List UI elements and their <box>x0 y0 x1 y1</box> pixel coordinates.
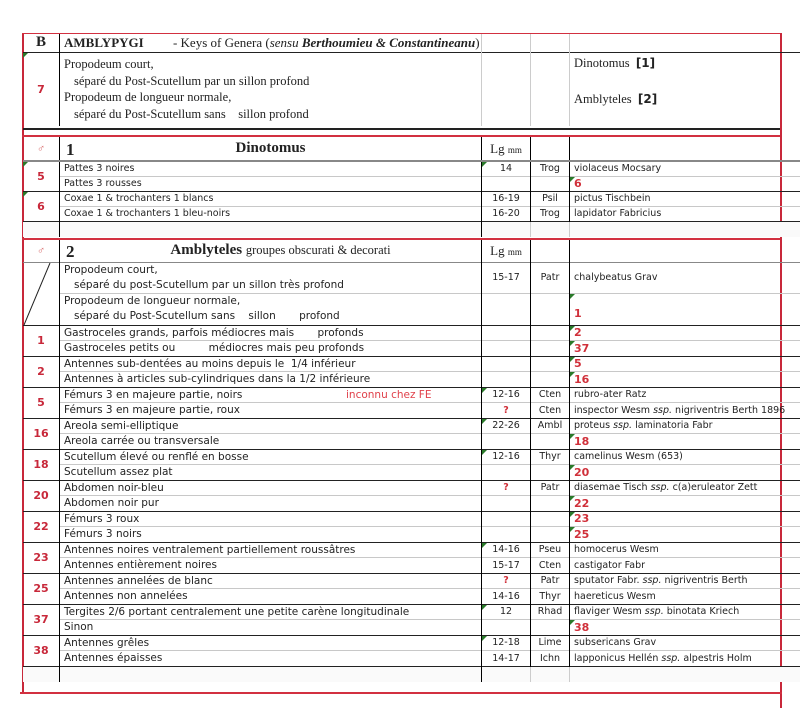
authors: Berthoumieu & Constantineanu <box>301 34 476 50</box>
genus-code: Trog <box>531 161 570 176</box>
key-row <box>23 651 800 667</box>
empty-cell <box>482 666 531 682</box>
couplet-link[interactable]: 38 <box>570 620 800 636</box>
species-result: proteus ssp. laminatoria Fabr <box>570 418 800 434</box>
length-value: 14-17 <box>482 651 531 667</box>
couplet-number: 1 <box>23 325 60 356</box>
couplet-line: Abdomen noir pur <box>64 497 159 510</box>
subtitle-suffix: ) <box>475 34 480 50</box>
male-symbol: ♂ <box>23 240 60 262</box>
genus-code: Trog <box>531 206 570 221</box>
genus-code <box>531 496 570 512</box>
couplet-text <box>60 434 482 450</box>
empty-cell <box>60 221 482 237</box>
couplet-number: 7 <box>23 52 60 126</box>
length-value <box>482 620 531 636</box>
length-header <box>482 240 531 262</box>
couplet-text <box>60 527 482 543</box>
couplet-link[interactable]: 23 <box>570 511 800 527</box>
genus-code: Patr <box>531 480 570 496</box>
key-row <box>23 496 800 512</box>
spacer-row <box>23 221 800 237</box>
couplet-results <box>570 52 800 126</box>
intro-row <box>23 262 800 294</box>
key-row <box>23 418 800 434</box>
couplet-line: Propodeum de longueur normale, <box>64 295 241 308</box>
couplet-line: Gastroceles petits ou médiocres mais peu profonds <box>64 342 365 355</box>
species-result: haereticus Wesm <box>570 589 800 605</box>
couplet-number: 5 <box>23 161 60 191</box>
couplet-text <box>60 449 482 465</box>
couplet-text <box>60 341 482 357</box>
length-value <box>482 325 531 341</box>
genus-name: Dinotomus <box>574 55 630 70</box>
genus-code: Lime <box>531 635 570 651</box>
length-value <box>482 465 531 481</box>
key-row <box>23 542 800 558</box>
result-header <box>570 240 800 262</box>
key-row <box>23 372 800 388</box>
annotation-note: inconnu chez FE <box>346 388 432 401</box>
genus-code: Patr <box>531 573 570 589</box>
diagonal-slash-icon <box>23 262 60 325</box>
genus-code <box>531 176 570 191</box>
lg-unit: mm <box>507 144 522 155</box>
couplet-line: Areola carrée ou transversale <box>64 435 220 448</box>
length-value <box>482 176 531 191</box>
empty-cell <box>482 52 531 126</box>
length-value: ? <box>482 480 531 496</box>
length-value: ? <box>482 403 531 419</box>
genus-ref[interactable]: [2] <box>637 91 658 106</box>
key-row <box>23 387 800 403</box>
couplet-line: séparé du post-Scutellum par un sillon très profond <box>74 278 344 291</box>
key7-row <box>23 52 800 126</box>
couplet-line: Scutellum élevé ou renflé en bosse <box>64 450 249 463</box>
ssp-abbrev: ssp. <box>644 606 664 618</box>
couplet-number: 5 <box>23 387 60 418</box>
species-result: chalybeatus Grav <box>570 262 800 294</box>
couplet-text <box>60 262 482 294</box>
ssp-abbrev: ssp. <box>650 482 670 494</box>
species-result: rubro-ater Ratz <box>570 387 800 403</box>
key-row <box>23 573 800 589</box>
subtitle-prefix: - Keys of Genera ( <box>172 34 270 50</box>
couplet-link[interactable]: 25 <box>570 527 800 543</box>
species-result: homocerus Wesm <box>570 542 800 558</box>
couplet-text <box>60 573 482 589</box>
species-result: sputator Fabr. ssp. nigriventris Berth <box>570 573 800 589</box>
species-result: subsericans Grav <box>570 635 800 651</box>
result-amblyteles[interactable] <box>574 92 797 107</box>
couplet-list <box>23 325 800 666</box>
genus-code: Cten <box>531 403 570 419</box>
couplet-line: Tergites 2/6 portant centralement une petite carène longitudinale <box>64 605 410 618</box>
genus-code <box>531 465 570 481</box>
lg-label: Lg <box>490 140 505 156</box>
couplet-line: Areola semi-elliptique <box>64 419 179 432</box>
genus-code: Thyr <box>531 449 570 465</box>
ssp-abbrev: ssp. <box>661 652 681 664</box>
key-row <box>23 403 800 419</box>
section-number: 1 <box>66 140 75 159</box>
couplet-link[interactable]: 1 <box>570 294 800 326</box>
couplet-text <box>60 651 482 667</box>
lg-label: Lg <box>490 242 505 258</box>
title-amblypygi: AMBLYPYGI <box>64 34 144 50</box>
section-genus: Dinotomus <box>235 140 306 156</box>
section-letter: B <box>23 34 60 52</box>
empty-cell <box>23 221 60 237</box>
length-header <box>482 137 531 161</box>
species-result: inspector Wesm ssp. nigriventris Berth 1896 <box>570 403 800 419</box>
genus-code: Pseu <box>531 542 570 558</box>
genus-code <box>531 356 570 372</box>
empty-cell <box>482 34 531 52</box>
length-value: 22-26 <box>482 418 531 434</box>
couplet-line: Fémurs 3 noirs <box>64 528 142 541</box>
section-title <box>60 240 482 262</box>
length-value: 15-17 <box>482 262 531 294</box>
couplet-link[interactable]: 2 <box>570 325 800 341</box>
species-result: flaviger Wesm ssp. binotata Kriech <box>570 604 800 620</box>
empty-cell <box>60 666 482 682</box>
couplet-link[interactable]: 5 <box>570 356 800 372</box>
length-value: 12 <box>482 604 531 620</box>
length-value <box>482 341 531 357</box>
couplet-number: 20 <box>23 480 60 511</box>
genus-code <box>531 620 570 636</box>
couplet-text <box>60 325 482 341</box>
couplet-number: 16 <box>23 418 60 449</box>
genera-header-row <box>23 34 800 52</box>
genus-code <box>531 372 570 388</box>
key-row <box>23 558 800 574</box>
genus-ref[interactable]: [1] <box>635 55 656 70</box>
key-row <box>23 434 800 450</box>
couplet-link[interactable]: 18 <box>570 434 800 450</box>
male-symbol: ♂ <box>23 137 60 161</box>
couplet-text <box>60 635 482 651</box>
couplet-text <box>60 403 482 419</box>
key-row <box>23 604 800 620</box>
result-header <box>570 137 800 161</box>
couplet-number: 18 <box>23 449 60 480</box>
lg-unit: mm <box>507 246 522 257</box>
key-row <box>23 465 800 481</box>
genus-code: Thyr <box>531 589 570 605</box>
couplet-line: Fémurs 3 en majeure partie, noirs <box>64 388 243 401</box>
couplet-text: Coxae 1 & trochanters 1 blancs <box>60 191 482 206</box>
couplet-link[interactable]: 6 <box>570 176 800 191</box>
couplet-line: séparé du Post-Scutellum sans sillon profond <box>74 310 340 323</box>
genus-code <box>531 511 570 527</box>
genus-code: Ichn <box>531 651 570 667</box>
genus-code <box>531 527 570 543</box>
genus-code: Patr <box>531 262 570 294</box>
couplet-line: Propodeum court, <box>64 57 154 72</box>
genus-code <box>531 294 570 326</box>
empty-cell <box>570 221 800 237</box>
bottom-red-border <box>20 692 782 694</box>
empty-cell <box>23 666 60 682</box>
couplet-text <box>60 372 482 388</box>
couplet-text <box>60 496 482 512</box>
empty-cell <box>531 221 570 237</box>
length-value: 16-20 <box>482 206 531 221</box>
species-result: pictus Tischbein <box>570 191 800 206</box>
empty-cell <box>531 666 570 682</box>
length-value: ? <box>482 573 531 589</box>
couplet-line: Propodeum de longueur normale, <box>64 90 232 105</box>
empty-cell <box>531 52 570 126</box>
key-row <box>23 449 800 465</box>
couplet-text <box>60 387 482 403</box>
genus-header <box>531 137 570 161</box>
length-value: 12-16 <box>482 449 531 465</box>
spacer-row <box>23 666 800 682</box>
result-dinotomus[interactable] <box>574 56 797 92</box>
key-row <box>23 325 800 341</box>
ssp-abbrev: ssp. <box>613 420 633 432</box>
species-result: castigator Fabr <box>570 558 800 574</box>
couplet-line: Antennes annelées de blanc <box>64 574 213 587</box>
couplet-number: 2 <box>23 356 60 387</box>
couplet-line: Propodeum court, <box>64 263 158 276</box>
couplet-text <box>60 558 482 574</box>
amblyteles-table <box>23 240 800 682</box>
couplet-link[interactable]: 16 <box>570 372 800 388</box>
key-row <box>23 176 800 191</box>
key-row <box>23 620 800 636</box>
couplet-text: Coxae 1 & trochanters 1 bleu-noirs <box>60 206 482 221</box>
length-value: 15-17 <box>482 558 531 574</box>
key-row <box>23 206 800 221</box>
key-row <box>23 511 800 527</box>
couplet-line: Antennes entièrement noires <box>64 559 217 572</box>
species-result: lapponicus Hellén ssp. alpestris Holm <box>570 651 800 667</box>
page-title <box>60 34 482 52</box>
ssp-abbrev: ssp. <box>642 575 662 587</box>
section-subtitle: groupes obscurati & decorati <box>245 243 391 258</box>
length-value: 12-18 <box>482 635 531 651</box>
couplet-line: séparé du Post-Scutellum par un sillon profond <box>74 73 310 88</box>
key-row <box>23 191 800 206</box>
length-value <box>482 356 531 372</box>
key-row <box>23 161 800 176</box>
couplet-text <box>60 356 482 372</box>
couplet-line: Antennes noires ventralement partiellement roussâtres <box>64 543 356 556</box>
couplet-text <box>60 294 482 326</box>
couplet-line: Scutellum assez plat <box>64 466 173 479</box>
genus-header <box>531 240 570 262</box>
length-value <box>482 294 531 326</box>
couplet-text <box>60 52 482 126</box>
length-value <box>482 511 531 527</box>
genus-code <box>531 325 570 341</box>
empty-cell <box>570 34 800 52</box>
couplet-line: Sinon <box>64 621 94 634</box>
genus-code <box>531 434 570 450</box>
key-row <box>23 635 800 651</box>
couplet-line: Antennes non annelées <box>64 590 188 603</box>
genus-code <box>531 341 570 357</box>
section-divider <box>23 128 780 130</box>
couplet-line: séparé du Post-Scutellum sans sillon profond <box>74 106 309 121</box>
species-result: diasemae Tisch ssp. c(a)eruleator Zett <box>570 480 800 496</box>
genera-key-table <box>23 34 800 126</box>
genus-code: Cten <box>531 558 570 574</box>
couplet-line: Abdomen noir-bleu <box>64 481 164 494</box>
couplet-line: Gastroceles grands, parfois médiocres mais profonds <box>64 326 364 339</box>
genus-code: Cten <box>531 387 570 403</box>
length-value <box>482 434 531 450</box>
genus-code: Rhad <box>531 604 570 620</box>
length-value: 14-16 <box>482 589 531 605</box>
section-title <box>60 137 482 161</box>
couplet-number: 37 <box>23 604 60 635</box>
couplet-number: 25 <box>23 573 60 604</box>
couplet-text <box>60 465 482 481</box>
section-header-row <box>23 240 800 262</box>
length-value: 12-16 <box>482 387 531 403</box>
couplet-text <box>60 418 482 434</box>
couplet-link[interactable]: 20 <box>570 465 800 481</box>
couplet-number: 23 <box>23 542 60 573</box>
couplet-text <box>60 480 482 496</box>
genus-code: Psil <box>531 191 570 206</box>
length-value: 14-16 <box>482 542 531 558</box>
couplet-line: Antennes grêles <box>64 636 150 649</box>
section-genus: Amblyteles <box>170 242 243 259</box>
length-value: 16-19 <box>482 191 531 206</box>
key-row <box>23 341 800 357</box>
couplet-text <box>60 542 482 558</box>
length-value: 14 <box>482 161 531 176</box>
ssp-abbrev: ssp. <box>653 404 673 416</box>
section-header-row <box>23 137 800 161</box>
couplet-line: Antennes sub-dentées au moins depuis le 1/4 inférieur <box>64 357 356 370</box>
empty-cell <box>531 34 570 52</box>
couplet-line: Fémurs 3 roux <box>64 512 140 525</box>
couplet-number: 6 <box>23 191 60 221</box>
couplet-text <box>60 589 482 605</box>
intro-row <box>23 294 800 326</box>
couplet-text <box>60 604 482 620</box>
length-value <box>482 372 531 388</box>
couplet-line: Fémurs 3 en majeure partie, roux <box>64 404 240 417</box>
couplet-text: Pattes 3 rousses <box>60 176 482 191</box>
couplet-line: Antennes à articles sub-cylindriques dans la 1/2 inférieure <box>64 373 371 386</box>
couplet-link[interactable]: 22 <box>570 496 800 512</box>
species-result: violaceus Mocsary <box>570 161 800 176</box>
key-row <box>23 589 800 605</box>
key-row <box>23 356 800 372</box>
couplet-text <box>60 511 482 527</box>
key-row <box>23 527 800 543</box>
couplet-link[interactable]: 37 <box>570 341 800 357</box>
sensu-label: sensu <box>269 34 299 50</box>
empty-cell <box>570 666 800 682</box>
slash-icon <box>23 263 51 325</box>
length-value <box>482 496 531 512</box>
couplet-number: 38 <box>23 635 60 666</box>
genus-code: Ambl <box>531 418 570 434</box>
empty-cell <box>482 221 531 237</box>
section-number: 2 <box>66 242 75 261</box>
species-result: lapidator Fabricius <box>570 206 800 221</box>
dinotomus-table <box>23 137 800 237</box>
couplet-number: 22 <box>23 511 60 542</box>
key-row <box>23 480 800 496</box>
couplet-text <box>60 620 482 636</box>
length-value <box>482 527 531 543</box>
couplet-text: Pattes 3 noires <box>60 161 482 176</box>
genus-name: Amblyteles <box>574 91 632 106</box>
species-result: camelinus Wesm (653) <box>570 449 800 465</box>
couplet-line: Antennes épaisses <box>64 652 163 665</box>
